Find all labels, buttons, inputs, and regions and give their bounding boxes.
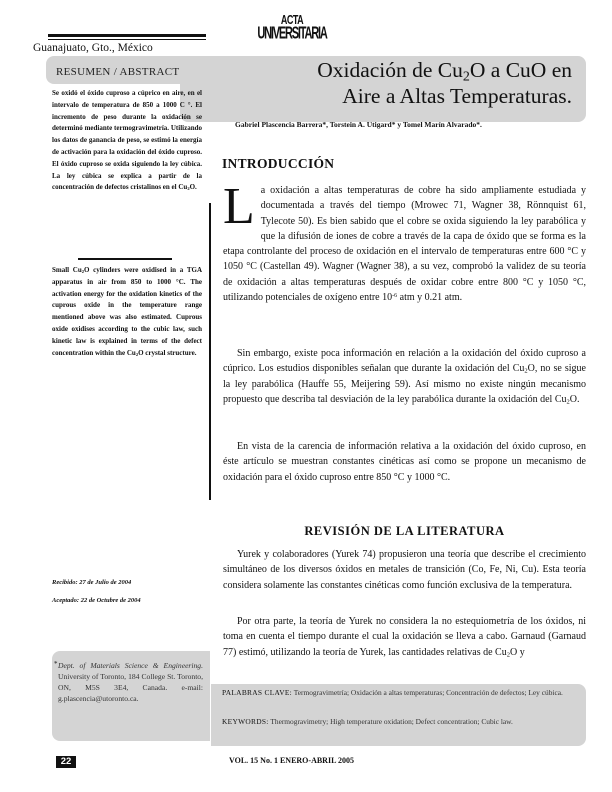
abstract-es-sub: 2 xyxy=(187,186,190,192)
accepted-date: Aceptado: 22 de Octubre de 2004 xyxy=(52,597,141,604)
intro-p2-b: O, no se sigue la ley parabólica (Hauffe 55, Meijering 59). Así mismo no existe ningún mecanismo propuesto que describa tal desviación de la ley parabólica durante la oxidación del Cu xyxy=(223,363,586,405)
title-text-1: Oxidación de Cu xyxy=(317,58,463,82)
intro-heading: INTRODUCCIÓN xyxy=(222,156,335,171)
review-p2-sub: 2 xyxy=(506,651,510,659)
intro-paragraph-1 xyxy=(223,178,586,305)
volume-info: VOL. 15 No. 1 ENERO-ABRIL 2005 xyxy=(229,756,354,765)
affiliation-dept: Dept. of Materials Science & Engineering. xyxy=(58,661,203,670)
keywords-es-text: Termogravimetría; Oxidación a altas temperaturas; Concentración de defectos; Ley cúbica. xyxy=(292,688,563,697)
page-number: 22 xyxy=(56,756,76,768)
abstract-spanish xyxy=(52,88,202,194)
title-subscript: 2 xyxy=(462,69,470,85)
drop-cap: L xyxy=(223,178,255,235)
intro-p1-text: a oxidación a altas temperaturas de cobre ha sido ampliamente estudiada y documentada a través del tiempo (Mrowec 71, Wagner 38, Rönnquist 61, Tylecote 50). Es bien sabido que el cobre se oxida siguiendo la ley parabólica y que la difusión de iones de cobre a través de la capa de óxido que se forma es la etapa controlante del proceso de oxidación en el intervalo de temperaturas entre 600 °C y 1050 °C (Castellan 49). Wagner (Wagner 38), a su vez, comprobó la validez de su teoría de oxidación a altas temperaturas después de oxidar cobre entre 800 °C y 1050 °C, utilizando potenciales de oxígeno entre 10 xyxy=(223,185,586,304)
location-text: Guanajuato, Gto., México xyxy=(33,42,153,54)
review-paragraph-2 xyxy=(223,614,586,660)
title-text-2: O a CuO en xyxy=(469,58,572,82)
article-title xyxy=(212,57,572,109)
affiliation-marker: * xyxy=(54,660,58,668)
header-rule-thin xyxy=(48,39,206,40)
keywords-es-label: PALABRAS CLAVE: xyxy=(222,688,293,697)
abstract-en-sub: 2 xyxy=(81,269,85,275)
abstract-english xyxy=(52,265,202,359)
section-label: RESUMEN / ABSTRACT xyxy=(56,66,180,78)
intro-p2-sub2: 2 xyxy=(566,398,570,406)
keywords-en-label: KEYWORDS: xyxy=(222,717,269,726)
intro-p2-a: Sin embargo, existe poca información en relación a la oxidación del óxido cuproso a cúprico. Los estudios disponibles señalan que durante la oxidación del Cu xyxy=(223,348,586,375)
keywords-spanish xyxy=(222,688,582,699)
abstract-en-text: O cylinders were oxidised in a TGA apparatus in air from 850 to 1000 °C. The activation energy for the oxidation kinetics of the cuprous oxide in the temperature range mentioned above was also estimated. Cuprous oxide oxidises according to the cubic law, such kinetic law is explained in terms of the defect concentration within the Cu xyxy=(52,266,203,357)
column-divider xyxy=(209,203,211,500)
abstract-en-start: Small Cu xyxy=(52,266,82,274)
review-paragraph-1: Yurek y colaboradores (Yurek 74) propusieron una teoría que describe el crecimiento simultáneo de los diversos óxidos en metales de transición (Co, Fe, Ni, Cu). Esta teoría considera solamente las constantes cinéticas como función exclusiva de la temperatura. xyxy=(223,549,586,591)
review-p2-a: Por otra parte, la teoría de Yurek no considera la no estequiometría de los óxidos, ni toma en cuenta el tiempo durante el cual la oxidación se lleva a cabo. Garnaud (Garnaud 77) estimó, utilizando la teoría de Yurek, las cantidades relativas de Cu xyxy=(223,616,586,658)
review-p2-b: O y xyxy=(509,646,525,658)
review-heading: REVISIÓN DE LA LITERATURA xyxy=(304,524,505,538)
logo-line-2: UNIVERSITARIA xyxy=(257,24,327,44)
intro-paragraph-2 xyxy=(223,346,586,407)
abstract-en-end: O crystal structure. xyxy=(138,348,197,357)
affiliation-text xyxy=(58,660,203,704)
keywords-english xyxy=(222,717,582,728)
affiliation-address: University of Toronto, 184 College St. Toronto, ON, M5S 3E4, Canada. e-mail: g.plascencia@utoronto.ca. xyxy=(58,672,203,703)
title-line-2: Aire a Altas Temperaturas. xyxy=(342,84,572,108)
intro-p1-sup: -6 xyxy=(392,293,398,300)
header-rule-thick xyxy=(48,34,206,37)
journal-logo xyxy=(257,12,327,52)
intro-p1-end: atm y 0.21 atm. xyxy=(397,292,463,304)
authors: Gabriel Plascencia Barrera*, Torstein A. Utigard* y Tomel Marín Alvarado*. xyxy=(235,120,482,129)
abstract-es-end: O. xyxy=(189,183,197,192)
abstract-es-text: Se oxidó el óxido cuproso a cúprico en aire, en el intervalo de temperatura de 850 a 1000 C °. El incremento de peso durante la oxidación se determinó mediante termogravimetría. Utilizando los datos de ganancia de peso, se estimó la energía de activación para la oxidación del óxido cuproso. El óxido cuproso se oxida siguiendo la ley cúbica. La ley cúbica se explica a partir de la concentración de defectos cristalinos en el Cu xyxy=(52,89,202,192)
intro-paragraph-3: En vista de la carencia de información relativa a la oxidación del óxido cuproso, en éste artículo se muestran constantes cinéticas así como se propone un mecanismo de oxidación para el óxido cuproso entre 850 °C y 1000 °C. xyxy=(223,441,586,483)
intro-p2-c: O. xyxy=(569,393,580,405)
keywords-en-text: Thermogravimetry; High temperature oxidation; Defect concentration; Cubic law. xyxy=(268,717,513,726)
received-date: Recibido: 27 de Julio de 2004 xyxy=(52,579,132,586)
intro-p2-sub: 2 xyxy=(524,367,528,375)
logo-line-1: ACTA xyxy=(280,12,304,27)
abstract-separator xyxy=(78,258,172,260)
abstract-en-sub2: 2 xyxy=(135,351,139,357)
